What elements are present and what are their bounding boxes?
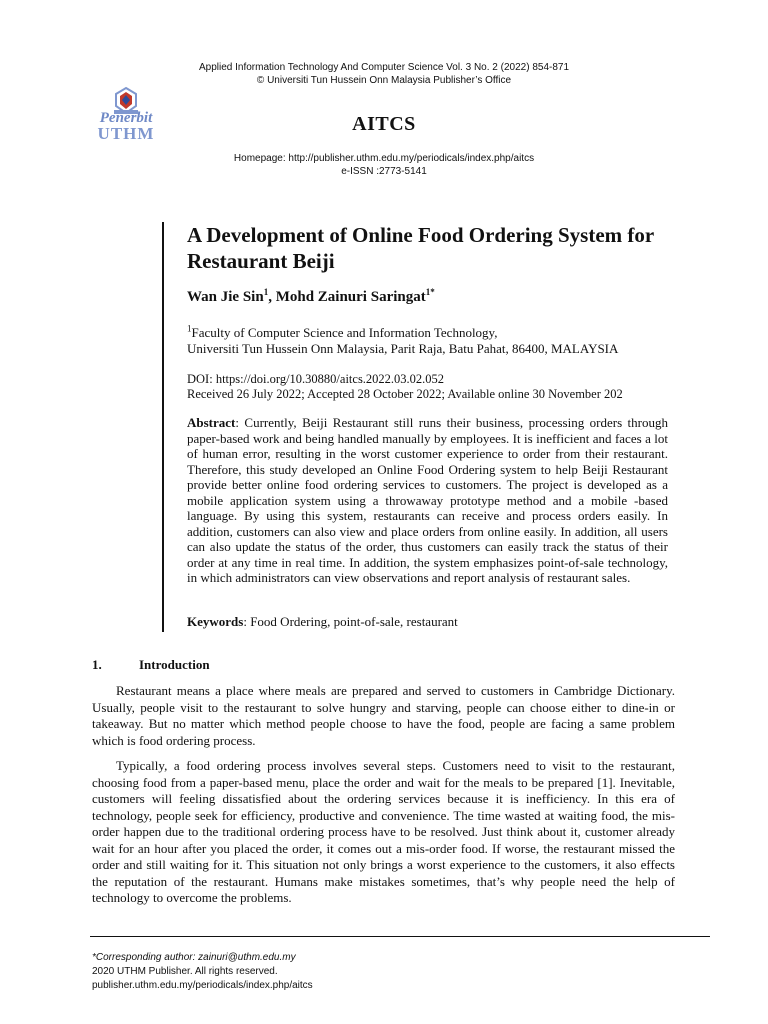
author-name: Mohd Zainuri Saringat — [275, 289, 426, 305]
section-heading — [92, 657, 210, 673]
paper-title: A Development of Online Food Ordering System for Restaurant Beiji — [187, 223, 654, 273]
rights-notice: 2020 UTHM Publisher. All rights reserved. — [92, 966, 278, 977]
abstract — [187, 415, 668, 586]
article-dates: Received 26 July 2022; Accepted 28 October 2022; Available online 30 November 202 — [187, 387, 623, 401]
section-number: 1. — [92, 657, 102, 672]
affiliation-line: Universiti Tun Hussein Onn Malaysia, Parit Raja, Batu Pahat, 86400, MALAYSIA — [187, 341, 619, 356]
copyright-line: © Universiti Tun Hussein Onn Malaysia Publisher’s Office — [256, 75, 512, 86]
corresponding-author: *Corresponding author: zainuri@uthm.edu.my — [92, 952, 296, 963]
author-affiliation-mark: 1* — [425, 287, 435, 297]
logo-wordmark-penerbit: Penerbit — [99, 110, 153, 126]
author-list: Wan Jie Sin$^1$, Mohd Zainuri Saringat$^{1*}$ — [187, 287, 435, 305]
body-paragraph: Restaurant means a place where meals are prepared and served to customers in Cambridge Dictionary. Usually, people visit to the restaurant to solve hungry and starving, people can choose either to dine-in or takeaway. But no matter which method people choose to have the food, people are facing a same problem which is food ordering process. — [92, 683, 675, 748]
author-name: Wan Jie Sin — [187, 289, 264, 305]
abstract-label: Abstract — [187, 415, 236, 430]
affiliation-mark: 1 — [187, 323, 192, 334]
logo-wordmark-uthm: UTHM — [97, 124, 155, 143]
publisher-url[interactable]: publisher.uthm.edu.my/periodicals/index.php/aitcs — [92, 980, 313, 991]
journal-eissn: e-ISSN :2773-5141 — [341, 166, 427, 177]
affiliation — [187, 325, 618, 357]
journal-citation: Applied Information Technology And Computer Science Vol. 3 No. 2 (2022) 854-871 — [198, 62, 570, 73]
body-paragraph: Typically, a food ordering process involves several steps. Customers need to visit to the restaurant, choosing food from a paper-based menu, place the order and wait for the meals to be prepared [1]. Inevitable, customers will feeling dissatisfied about the ordering services because it is inefficiency. In this era of technology, people seek for efficiency, productive and convenience. The time wasted at waiting food, the mis-order happen due to the traditional ordering process have to be resolved. Just think about it, customer already wait for an hour after you placed the order, it comes out a mis-order food. If worse, the restaurant missed the order and still waiting for it. This situation not only brings a worst experience to the customers, it also effects the reputation of the restaurant. Humans make mistakes sometimes, that’s why people need the help of technology to overcome the problems. — [92, 758, 675, 905]
keywords-label: Keywords — [187, 614, 244, 629]
author-affiliation-mark: 1 — [263, 287, 269, 297]
journal-abbreviation: AITCS — [352, 113, 416, 135]
article-metadata — [187, 372, 623, 402]
abstract-text: : Currently, Beiji Restaurant still runs their business, processing orders through paper-based work and being handled manually by employees. It is inefficient and faces a lot of human error, resulting in the worst customer experience to order from their restaurant. Therefore, this study developed an Online Food Ordering system to help Beiji Restaurant provide better online food ordering services to customers. The project is developed as a mobile application system using a throwaway prototype method and a mobile -based language. By using this system, restaurants can receive and process orders easily. In addition, customers can also view and place orders from online easily. In addition, all users can also update the status of the order, thus customers can easily track the status of their order at any time in real time. In addition, the system emphasizes point-of-sale technology, in which administrators can view observations and report analysis of restaurant sales. — [187, 415, 668, 585]
footer-rule — [90, 936, 710, 937]
doi-link[interactable]: DOI: https://doi.org/10.30880/aitcs.2022.03.02.052 — [187, 372, 445, 386]
affiliation-line: Faculty of Computer Science and Information Technology, — [191, 325, 498, 340]
section-title: Introduction — [139, 657, 210, 672]
keywords — [187, 614, 458, 630]
journal-homepage[interactable]: Homepage: http://publisher.uthm.edu.my/periodicals/index.php/aitcs — [233, 153, 535, 164]
abstract-side-rule — [162, 222, 164, 632]
keywords-text: : Food Ordering, point-of-sale, restaurant — [243, 614, 458, 629]
